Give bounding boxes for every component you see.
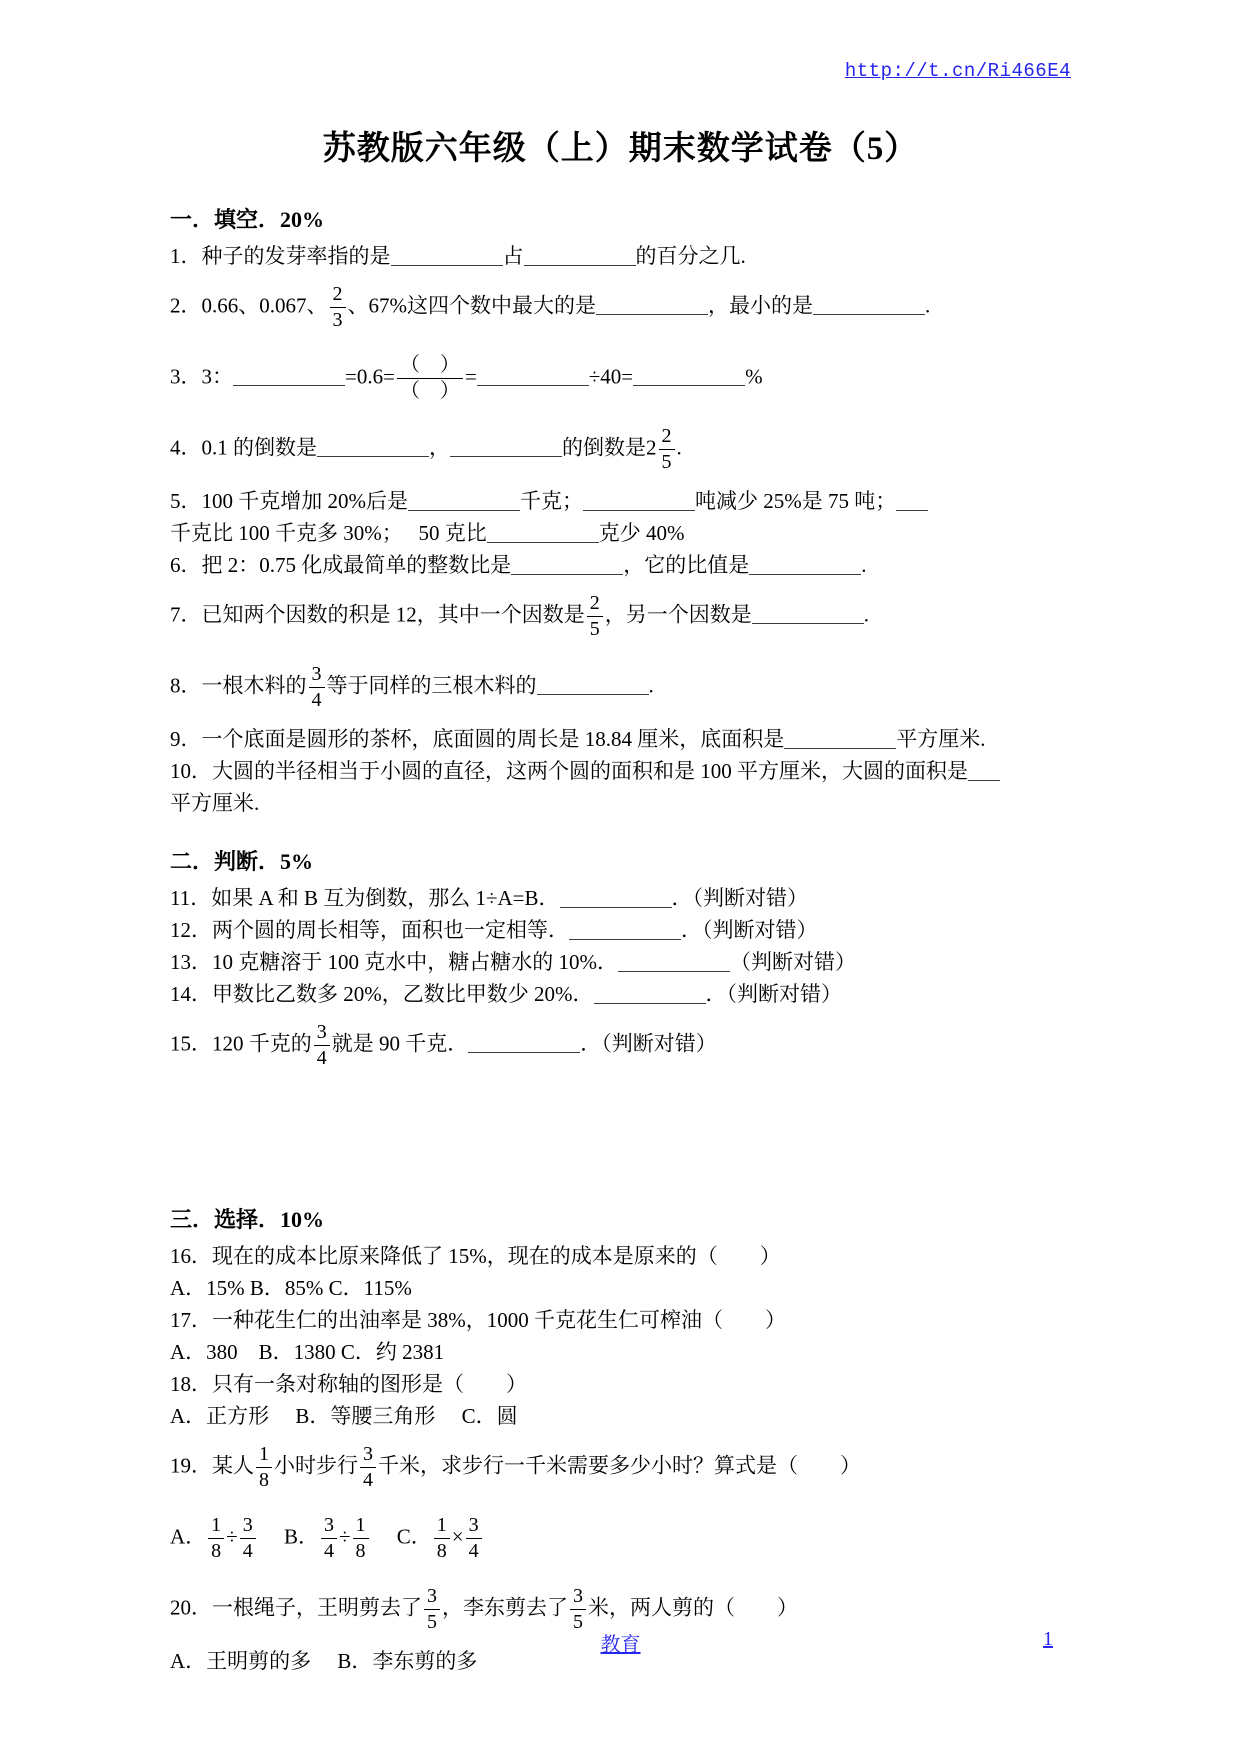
answer-blank [537,673,649,695]
answer-blank [968,759,1000,781]
question-text: A． [170,1524,207,1549]
fraction-numerator: 3 [424,1584,440,1610]
question-line [170,1240,1071,1272]
fraction-numerator: 1 [208,1513,224,1539]
question-text: 20．一根绳子，王明剪去了 [170,1595,422,1620]
answer-blank [784,727,896,749]
question-text: 18．只有一条对称轴的图形是（ ） [170,1372,527,1396]
answer-blank [408,489,520,511]
fraction-numerator: 3 [309,662,325,688]
fraction-numerator: 2 [330,282,346,308]
fraction [240,1513,256,1564]
question-text: ．（判断对错） [705,982,842,1006]
fraction [353,1513,369,1564]
answer-blank [511,553,623,575]
question-text: 8．一根木料的 [170,673,307,698]
question-text: 16．现在的成本比原来降低了 15%，现在的成本是原来的（ ） [170,1244,781,1268]
question-text: 3．3： [170,364,233,389]
fraction-denominator: 8 [211,1540,222,1562]
question-text: 占 [502,244,524,268]
page-title: 苏教版六年级（上）期末数学试卷（5） [322,131,919,167]
fraction [256,1442,272,1493]
question-text: A．正方形 B．等腰三角形 C．圆 [170,1404,518,1428]
fraction-numerator: 3 [240,1513,256,1539]
question-text: = [464,364,477,389]
question-text: （判断对错） [730,950,856,974]
question-line [170,272,1071,343]
question-text: A．15% B．85% C．115% [170,1276,412,1300]
question-text: ．（判断对错） [671,886,809,910]
question-line [170,1304,1071,1336]
question-text: 7．已知两个因数的积是 12，其中一个因数是 [170,602,585,627]
answer-blank [618,950,730,972]
question-text: 克少 40% [598,521,685,545]
question-text: 千米，求步行一千米需要多少小时？算式是（ ） [378,1453,861,1478]
question-text: 2．0.66、0.067、 [170,293,328,318]
exam-section [170,1203,1071,1677]
question-text: . [648,673,654,698]
question-text: . [863,602,869,627]
question-line [170,414,1071,485]
question-text: ．（判断对错） [681,918,818,942]
fraction [466,1513,482,1564]
page-number-link[interactable]: 1 [1043,1628,1053,1650]
answer-blank [896,489,928,511]
question-text: 米，两人剪的（ ） [588,1595,798,1620]
fraction-denominator: 8 [355,1540,366,1562]
question-text: 的倒数是2 [562,435,657,460]
question-text: 14．甲数比乙数多 20%，乙数比甲数少 20%． [170,982,594,1006]
fraction [659,424,675,475]
question-line [170,343,1071,414]
fraction-denominator: 8 [436,1540,447,1562]
exam-section [170,203,1071,819]
answer-blank [749,553,861,575]
question-line [170,652,1071,723]
header-url-link[interactable]: http://t.cn/Ri466E4 [844,60,1071,82]
fraction [208,1513,224,1564]
header-row [170,60,1071,88]
answer-blank [560,886,672,908]
question-text: ，最小的是 [708,293,813,318]
fraction-denominator: 3 [332,309,343,331]
question-text: × [451,1524,464,1549]
fraction-denominator: 4 [363,1469,373,1491]
question-text: ，另一个因数是 [604,602,752,627]
fraction [330,282,346,333]
question-line [170,1010,1071,1081]
question-line [170,1400,1071,1432]
section-heading: 三．选择．10% [170,1207,325,1232]
question-text: B． [257,1524,319,1549]
fraction-denominator: 4 [316,1047,327,1069]
question-line [170,1368,1071,1400]
answer-blank [468,1031,580,1053]
question-line [170,1503,1071,1574]
question-text: 17．一种花生仁的出油率是 38%，1000 千克花生仁可榨油（ ） [170,1308,786,1332]
answer-blank [477,364,589,386]
exam-section [170,845,1071,1081]
fraction-denominator: 4 [242,1540,253,1562]
answer-blank [633,364,745,386]
question-text: 的百分之几. [635,244,746,268]
question-text: % [745,364,763,389]
question-line [170,485,1071,517]
fraction [314,1020,330,1071]
question-text: . [676,435,682,460]
fraction-numerator: （ ） [397,353,463,379]
fraction-denominator: 4 [323,1540,334,1562]
question-text: 6．把 2：0.75 化成最简单的整数比是 [170,553,512,577]
question-line [170,1432,1071,1503]
question-text: 11．如果 A 和 B 互为倒数，那么 1÷A=B． [170,886,560,910]
fraction-numerator: 2 [659,424,675,450]
question-line [170,723,1071,755]
answer-blank [524,244,636,266]
question-line [170,882,1071,914]
fraction-numerator: 1 [256,1442,272,1468]
question-text: 4．0.1 的倒数是 [170,435,317,460]
answer-blank [487,521,599,543]
fraction-numerator: 1 [353,1513,369,1539]
question-line [170,787,1071,819]
fraction-denominator: 8 [259,1469,269,1491]
question-text: ÷40= [588,364,634,389]
fraction-numerator: 1 [434,1513,450,1539]
question-line [170,755,1071,787]
fraction-denominator: 4 [311,689,322,711]
fraction-numerator: 3 [321,1513,337,1539]
fraction [309,662,325,713]
question-text: ÷ [338,1524,351,1549]
question-text: 13．10 克糖溶于 100 克水中，糖占糖水的 10%． [170,950,618,974]
question-line [170,581,1071,652]
question-text: 、67%这四个数中最大的是 [347,293,596,318]
question-line [170,946,1071,978]
answer-blank [450,435,562,457]
question-text: 平方厘米. [896,727,986,751]
answer-blank [813,293,925,315]
question-line [170,549,1071,581]
answer-blank [594,982,706,1004]
answer-blank [233,364,345,386]
answer-blank [569,918,681,940]
section-heading: 一．填空．20% [170,207,325,232]
question-text: C． [370,1524,432,1549]
question-text: ，它的比值是 [623,553,750,577]
question-text: . [861,553,867,577]
fraction [321,1513,337,1564]
question-text: 小时步行 [274,1453,358,1478]
question-text: ， [429,435,450,460]
fraction-denominator: （ ） [399,380,460,402]
fraction-denominator: 5 [589,618,600,640]
fraction-numerator: 3 [466,1513,482,1539]
fraction [434,1513,450,1564]
fraction-denominator: 5 [573,1611,583,1633]
question-text: 5．100 千克增加 20%后是 [170,489,408,513]
question-text: 千克； [520,489,583,513]
fraction-numerator: 3 [570,1584,586,1610]
question-text: 15．120 千克的 [170,1031,312,1056]
question-line [170,517,1071,549]
question-text: ．（判断对错） [580,1031,717,1056]
question-text: =0.6= [345,364,395,389]
exam-sections [170,203,1071,1677]
question-text: 等于同样的三根木料的 [326,673,537,698]
question-text: 吨减少 25%是 75 吨； [695,489,897,513]
question-text: 千克比 100 千克多 30%； 50 克比 [170,521,487,545]
question-text: ÷ [226,1524,238,1549]
fraction [360,1442,376,1493]
fraction-numerator: 3 [314,1020,330,1046]
answer-blank [583,489,695,511]
question-text: 1．种子的发芽率指的是 [170,244,391,268]
fraction-numerator: 2 [587,591,603,617]
question-line [170,1272,1071,1304]
question-text: 19．某人 [170,1453,254,1478]
question-text: 12．两个圆的周长相等，面积也一定相等． [170,918,569,942]
question-text: 10．大圆的半径相当于小圆的直径，这两个圆的面积和是 100 平方厘米，大圆的面积是 [170,759,968,783]
question-line [170,240,1071,272]
fraction-denominator: 5 [661,451,672,473]
question-text: 就是 90 千克． [331,1031,469,1056]
section-heading: 二．判断．5% [170,849,314,874]
answer-blank [752,602,864,624]
answer-blank [317,435,429,457]
question-text: 9．一个底面是圆形的茶杯，底面圆的周长是 18.84 厘米，底面积是 [170,727,785,751]
question-line [170,1336,1071,1368]
question-text: ，李东剪去了 [442,1595,568,1620]
fraction-numerator: 3 [360,1442,376,1468]
fraction-denominator: 5 [427,1611,437,1633]
footer-link[interactable]: 教育 [600,1634,641,1656]
question-text: . [925,293,931,318]
question-text: A．380 B．1380 C．约 2381 [170,1340,445,1364]
answer-blank [391,244,503,266]
page-footer [170,1628,1071,1658]
question-line [170,914,1071,946]
fraction [587,591,603,642]
question-text: A．王明剪的多 B．李东剪的多 [170,1649,478,1673]
question-text: 平方厘米. [170,791,260,815]
question-line [170,978,1071,1010]
fraction [397,353,463,404]
fraction-denominator: 4 [468,1540,479,1562]
answer-blank [596,293,708,315]
